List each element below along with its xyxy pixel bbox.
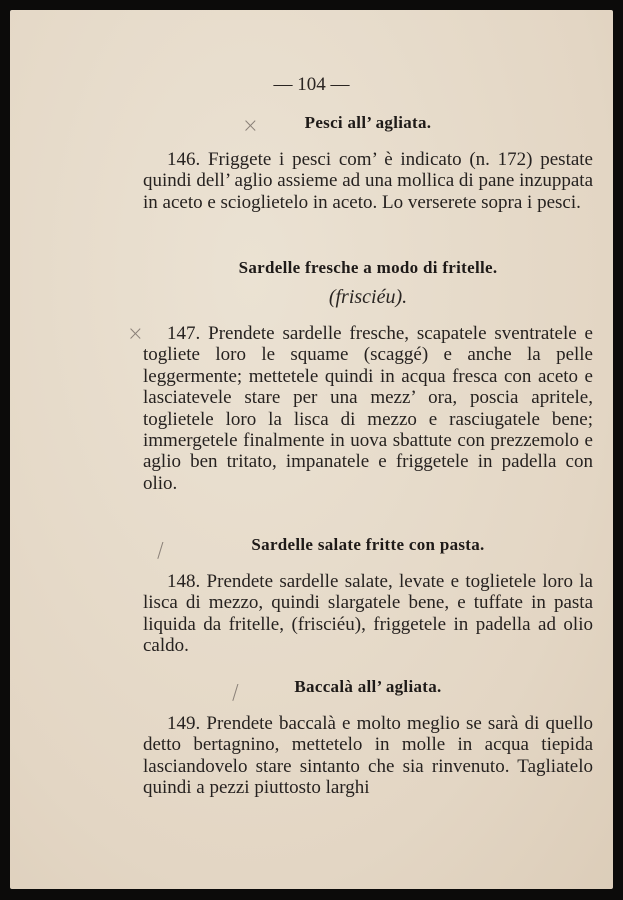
heading-sardelle-fresche: Sardelle fresche a modo di fritelle. [238, 258, 498, 277]
book-page [10, 10, 613, 889]
paragraph-148: 148. Prendete sardelle salate, levate e toglietele loro la lisca di mezzo, quindi slargatele bene, e tuffate in pasta liquida da fritelle, (frisciéu), friggetele in padella ad olio caldo. [143, 571, 593, 657]
paragraph-147: 147. Prendete sardelle fresche, scapatele sventratele e togliete loro le squame (scaggé) e anche la pelle leggermente; mettetele quindi in acqua fresca con aceto e lasciatevele stare per una mezz’ ora, poscia apritele, toglietele loro la lisca di mezzo e rasciugatele bene; immergetele finalmente in uova sbattute con prezzemolo e aglio ben tritato, impanatele e friggetele in padella con olio. [143, 323, 593, 494]
pencil-cross-mark: × [127, 321, 144, 345]
pencil-tick-mark: / [232, 680, 239, 704]
paragraph-149: 149. Prendete baccalà e molto meglio se sarà di quello detto bertagnino, mettetelo in molle in acqua tiepida lasciandovelo stare sintanto che sia rinvenuto. Tagliatelo quindi a pezzi piuttosto larghi [143, 713, 593, 799]
heading-sardelle-salate: Sardelle salate fritte con pasta. [251, 535, 485, 554]
paragraph-146: 146. Friggete i pesci com’ è indicato (n. 172) pestate quindi dell’ aglio assieme ad una mollica di pane inzuppata in aceto e scioglietelo in aceto. Lo verserete sopra i pesci. [143, 149, 593, 213]
dialect-name-frisciéu: (frisciéu). [328, 286, 408, 308]
page-number: — 104 — [273, 74, 350, 95]
heading-baccala-agliata: Baccalà all’ agliata. [294, 677, 442, 696]
pencil-tick-mark: / [157, 538, 164, 562]
heading-pesci-agliata: Pesci all’ agliata. [304, 113, 432, 132]
pencil-cross-mark: × [242, 113, 259, 137]
